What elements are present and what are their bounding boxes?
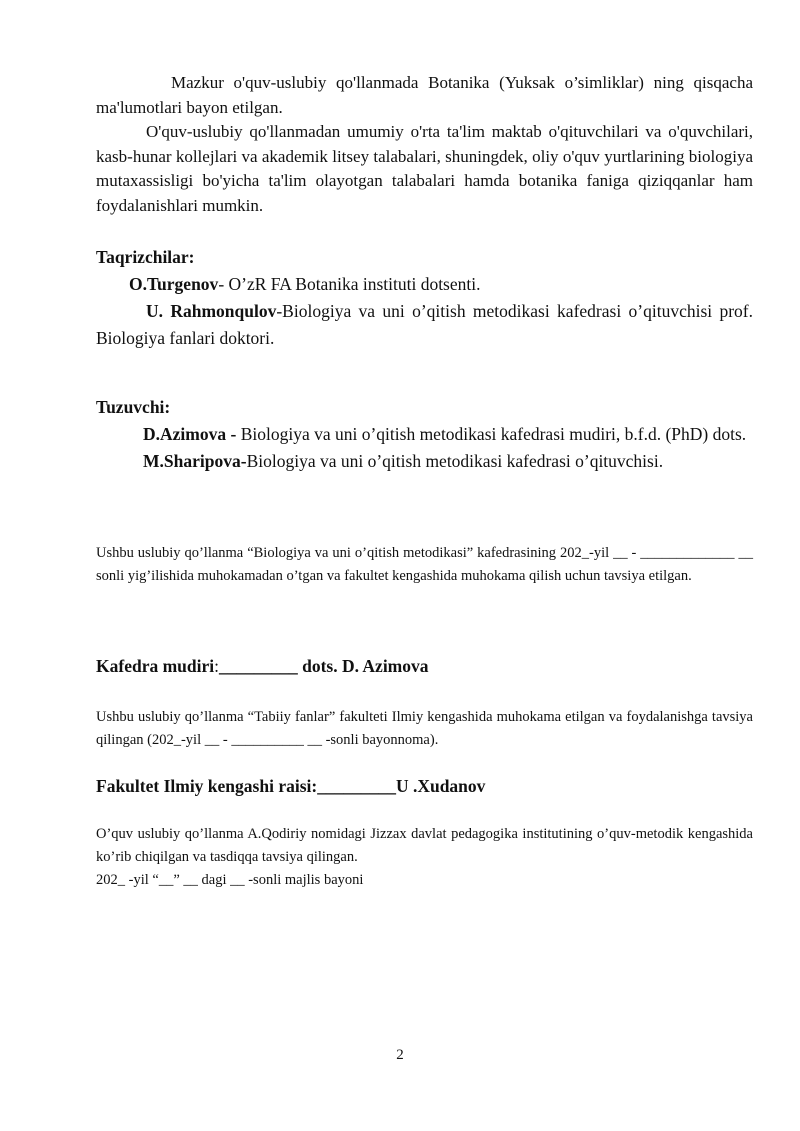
kafedra-signature bbox=[96, 656, 753, 677]
kafedra-signature-line bbox=[96, 656, 753, 677]
kafedra-approval bbox=[96, 542, 753, 588]
page-number: 2 bbox=[396, 1047, 404, 1063]
intro-section bbox=[96, 71, 753, 218]
faculty-approval bbox=[96, 706, 753, 752]
compilers-heading: Tuzuvchi: bbox=[96, 397, 171, 417]
institute-approval bbox=[96, 823, 753, 892]
kafedra-signature-label: Kafedra mudiri bbox=[96, 656, 215, 676]
compiler-2-desc: Biologiya va uni o’qitish metodikasi kafedrasi o’qituvchisi. bbox=[246, 451, 664, 471]
reviewers-section bbox=[96, 244, 753, 352]
reviewer-2-name: U. Rahmonqulov bbox=[146, 301, 277, 321]
compiler-1-name: D.Azimova - bbox=[143, 424, 237, 444]
faculty-signature bbox=[96, 776, 753, 797]
kafedra-signature-colon: : bbox=[214, 656, 219, 676]
compiler-2-name: M.Sharipova- bbox=[143, 451, 247, 471]
intro-paragraph-2: O'quv-uslubiy qo'llanmadan umumiy o'rta ta'lim maktab o'qituvchilari va o'quvchilari, kasb-hunar kollejlari va akademik litsey talabalari, shuningdek, oliy o'quv yurtlarining biologiya mutaxassisligi bo'yicha ta'lim olayotgan talabalari hamda botanika faniga qiziqqanlar ham foydalanishlari mumkin. bbox=[96, 122, 753, 215]
reviewer-2 bbox=[96, 298, 753, 352]
reviewer-1-name: O.Turgenov bbox=[129, 274, 219, 294]
kafedra-signature-rest: _________ dots. D. Azimova bbox=[219, 656, 429, 676]
institute-approval-date: 202_ -yil “__” __ dagi __ -sonli majlis bayoni bbox=[96, 872, 364, 888]
reviewers-heading: Taqrizchilar: bbox=[96, 247, 195, 267]
reviewer-2-desc: -Biologiya va uni o’qitish metodikasi kafedrasi o’qituvchisi prof. Biologiya fanlari doktori. bbox=[96, 301, 753, 348]
compiler-1 bbox=[96, 421, 753, 448]
institute-approval-text: O’quv uslubiy qo’llanma A.Qodiriy nomidagi Jizzax davlat pedagogika institutining o’quv-metodik kengashida ko’rib chiqilgan va tasdiqqa tavsiya qilingan. bbox=[96, 826, 753, 865]
compiler-1-desc: Biologiya va uni o’qitish metodikasi kafedrasi mudiri, b.f.d. (PhD) dots. bbox=[236, 424, 747, 444]
faculty-signature-line: Fakultet Ilmiy kengashi raisi:_________U .Xudanov bbox=[96, 776, 486, 796]
compilers-section bbox=[96, 394, 753, 475]
reviewer-1-desc: - O’zR FA Botanika instituti dotsenti. bbox=[218, 274, 481, 294]
faculty-approval-text: Ushbu uslubiy qo’llanma “Tabiiy fanlar” fakulteti Ilmiy kengashida muhokama etilgan va foydalanishga tavsiya qilingan (202_-yil __ - __________ __ -sonli bayonnoma). bbox=[96, 709, 753, 748]
kafedra-approval-text: Ushbu uslubiy qo’llanma “Biologiya va uni o’qitish metodikasi” kafedrasining 202_-yil __ - _____________ __ sonli yig’ilishida muhokamadan o’tgan va fakultet kengashida muhokama qilish uchun tavsiya etilgan. bbox=[96, 545, 753, 584]
reviewer-1 bbox=[96, 271, 753, 298]
compiler-2 bbox=[96, 448, 753, 475]
intro-paragraph-1: Mazkur o'quv-uslubiy qo'llanmada Botanika (Yuksak o’simliklar) ning qisqacha ma'lumotlari bayon etilgan. bbox=[96, 73, 753, 117]
